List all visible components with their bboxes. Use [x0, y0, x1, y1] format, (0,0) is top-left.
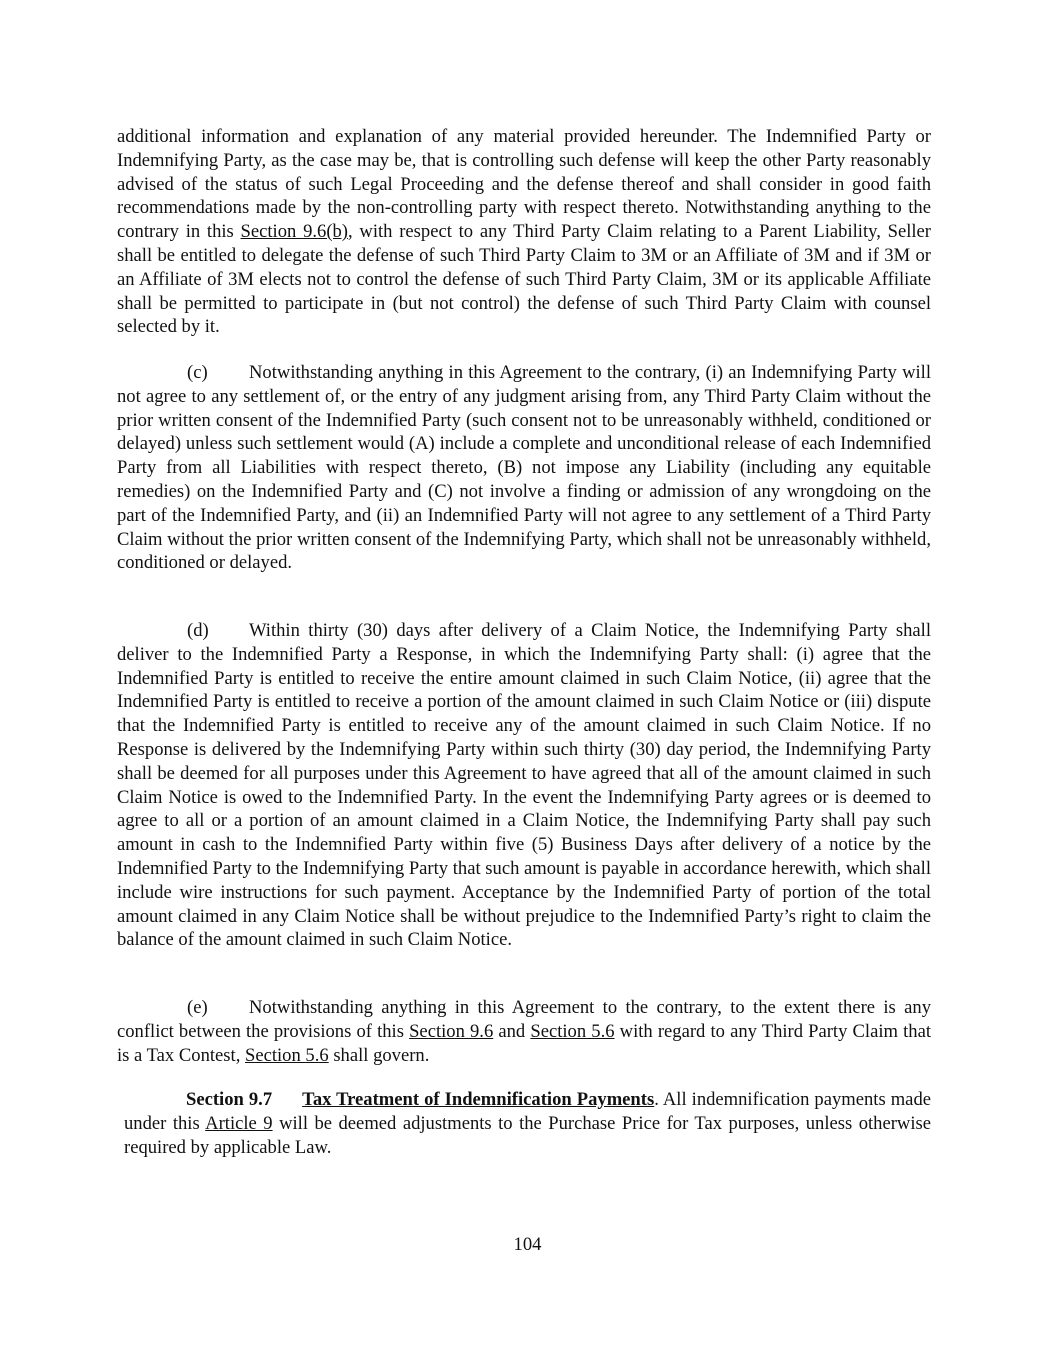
para-e-text-4: shall govern. [328, 1044, 430, 1066]
para-c-label: (c) [187, 362, 208, 383]
article-ref-9: Article 9 [205, 1112, 273, 1134]
paragraph-e [117, 996, 931, 1067]
para-e-label: (e) [187, 997, 208, 1018]
para-b-text-2: , with respect to any Third Party Claim relating to a Parent Liability, Seller shall be entitled to delegate the defense of such Third Party Claim to 3M or an Affiliate of 3M and if 3M or an Affiliate of 3M elects not to control the defense of such Third Party Claim, 3M or its applicable Affiliate shall be permitted to participate in (but not control) the defense of such Third Party Claim with counsel selected by it. [117, 221, 932, 338]
section-9-7 [124, 1088, 931, 1159]
paragraph-d [117, 619, 931, 952]
paragraph-b-continuation [117, 125, 931, 339]
section-9-7-text-2: will be deemed adjustments to the Purchase Price for Tax purposes, unless otherwise required by applicable Law. [124, 1112, 931, 1158]
para-e-text-1: Notwithstanding anything in this Agreement to the contrary, to the extent there is any conflict between the provisions of this [117, 997, 931, 1042]
para-d-label: (d) [187, 620, 209, 641]
page-number: 104 [513, 1234, 542, 1255]
para-d-text: Within thirty (30) days after delivery of a Claim Notice, the Indemnifying Party shall deliver to the Indemnified Party a Response, in which the Indemnifying Party shall: (i) agree that the Indemnified Party is entitled to receive the entire amount claimed in such Claim Notice, (ii) agree that the Indemnified Party is entitled to receive a portion of the amount claimed in such Claim Notice or (iii) dispute that the Indemnified Party is entitled to receive any of the amount claimed in such Claim Notice. If no Response is delivered by the Indemnifying Party within such thirty (30) day period, the Indemnifying Party shall be deemed for all purposes under this Agreement to have agreed that all of the amount claimed in such Claim Notice is owed to the Indemnified Party. In the event the Indemnifying Party agrees or is deemed to agree to all or a portion of an amount claimed in a Claim Notice, the Indemnifying Party shall pay such amount in cash to the Indemnified Party within five (5) Business Days after delivery of a notice by the Indemnified Party to the Indemnifying Party that such amount is payable in accordance herewith, which shall include wire instructions for such payment. Acceptance by the Indemnified Party of portion of the total amount claimed in any Claim Notice shall be without prejudice to the Indemnified Party’s right to claim the balance of the amount claimed in such Claim Notice. [117, 620, 931, 951]
section-9-7-number: Section 9.7 [186, 1089, 273, 1110]
section-9-7-text-1: . All indemnification payments made under this [124, 1089, 931, 1134]
section-ref-5-6-second: Section 5.6 [245, 1044, 329, 1066]
section-ref-9-6: Section 9.6 [409, 1020, 494, 1042]
para-e-text-2: and [493, 1020, 531, 1042]
section-ref-9-6-b: Section 9.6(b) [240, 221, 348, 243]
para-e-text-3: with regard to any Third Party Claim that is a Tax Contest, [117, 1020, 931, 1066]
paragraph-c [117, 361, 931, 575]
para-b-text-1: additional information and explanation of any material provided hereunder. The Indemnified Party or Indemnifying Party, as the case may be, that is controlling such defense will keep the other Party reasonably advised of the status of such Legal Proceeding and the defense thereof and shall consider in good faith recommendations made by the non-controlling party with respect thereto. Notwithstanding anything to the contrary in this [117, 126, 931, 243]
section-ref-5-6: Section 5.6 [530, 1020, 615, 1042]
section-9-7-title: Tax Treatment of Indemnification Payments [302, 1089, 655, 1110]
para-c-text: Notwithstanding anything in this Agreement to the contrary, (i) an Indemnifying Party will not agree to any settlement of, or the entry of any judgment arising from, any Third Party Claim without the prior written consent of the Indemnified Party (such consent not to be unreasonably withheld, conditioned or delayed) unless such settlement would (A) include a complete and unconditional release of each Indemnified Party from all Liabilities with respect thereto, (B) not impose any Liability (including any equitable remedies) on the Indemnified Party and (C) not involve a finding or admission of any wrongdoing on the part of the Indemnified Party, and (ii) an Indemnified Party will not agree to any settlement of a Third Party Claim without the prior written consent of the Indemnifying Party, which shall not be unreasonably withheld, conditioned or delayed. [117, 362, 931, 574]
